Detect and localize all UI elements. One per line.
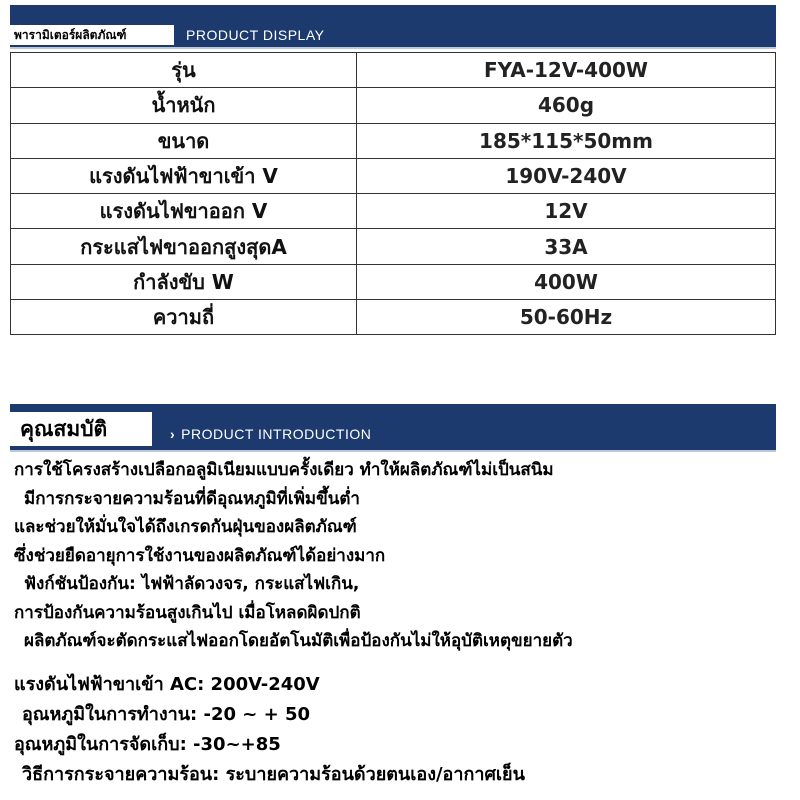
spec-label: ความถี่ xyxy=(11,300,357,335)
description-line: ซึ่งช่วยยืดอายุการใช้งานของผลิตภัณฑ์ได้อย่างมาก xyxy=(14,545,386,566)
table-row xyxy=(11,158,776,193)
table-row xyxy=(11,264,776,299)
spec-value: 50-60Hz xyxy=(357,300,776,335)
description-line: ฟังก์ชันป้องกัน: ไฟฟ้าลัดวงจร, กระแสไฟเกิน, xyxy=(24,574,360,594)
spec-value: 12V xyxy=(357,194,776,229)
spec-line: อุณหภูมิในการทำงาน: -20 ~ + 50 xyxy=(22,704,311,725)
spec-label: กำลังขับ W xyxy=(11,264,357,299)
spec-label: กระแสไฟขาออกสูงสุดA xyxy=(11,229,357,264)
product-introduction-header xyxy=(10,404,776,452)
description-line: การป้องกันความร้อนสูงเกินไป เมื่อโหลดผิดปกติ xyxy=(14,602,361,623)
table-row xyxy=(11,53,776,88)
table-row xyxy=(11,88,776,123)
description-line: มีการกระจายความร้อนที่ดีอุณหภูมิที่เพิ่มขึ้นต่ำ xyxy=(24,488,360,509)
spec-line: วิธีการกระจายความร้อน: ระบายความร้อนด้วยตนเอง/อากาศเย็น xyxy=(22,764,525,785)
spec-value: 460g xyxy=(357,88,776,123)
spec-value: FYA-12V-400W xyxy=(357,53,776,88)
description-line: การใช้โครงสร้างเปลือกอลูมิเนียมแบบครั้งเดียว ทำให้ผลิตภัณฑ์ไม่เป็นสนิม xyxy=(14,460,554,480)
description-line: และช่วยให้มั่นใจได้ถึงเกรดกันฝุ่นของผลิตภัณฑ์ xyxy=(14,517,357,537)
spec-value: 185*115*50mm xyxy=(357,123,776,158)
product-display-header xyxy=(10,5,776,49)
chevron-right-icon: › xyxy=(170,426,176,442)
spec-label: แรงดันไฟฟ้าขาเข้า V xyxy=(11,158,357,193)
table-row xyxy=(11,300,776,335)
product-introduction-label: PRODUCT INTRODUCTION xyxy=(181,426,372,442)
features-title: คุณสมบัติ xyxy=(10,412,152,446)
spec-label: ขนาด xyxy=(11,123,357,158)
product-display-subtitle: PRODUCT DISPLAY xyxy=(186,27,325,43)
table-row xyxy=(11,123,776,158)
product-description xyxy=(14,456,790,656)
table-row xyxy=(11,194,776,229)
params-title: พารามิเตอร์ผลิตภัณฑ์ xyxy=(10,25,174,45)
spec-value: 400W xyxy=(357,264,776,299)
spec-line: อุณหภูมิในการจัดเก็บ: -30~+85 xyxy=(14,734,281,755)
description-line: ผลิตภัณฑ์จะตัดกระแสไฟออกโดยอัตโนมัติเพื่อป้องกันไม่ให้อุบัติเหตุขยายตัว xyxy=(24,631,573,651)
spec-value: 190V-240V xyxy=(357,158,776,193)
spec-table xyxy=(10,52,776,335)
spec-label: แรงดันไฟขาออก V xyxy=(11,194,357,229)
spec-value: 33A xyxy=(357,229,776,264)
table-row xyxy=(11,229,776,264)
operating-specs xyxy=(14,670,790,790)
spec-line: แรงดันไฟฟ้าขาเข้า AC: 200V-240V xyxy=(14,674,320,695)
spec-label: น้ำหนัก xyxy=(11,88,357,123)
product-introduction-subtitle xyxy=(170,418,371,450)
spec-label: รุ่น xyxy=(11,53,357,88)
